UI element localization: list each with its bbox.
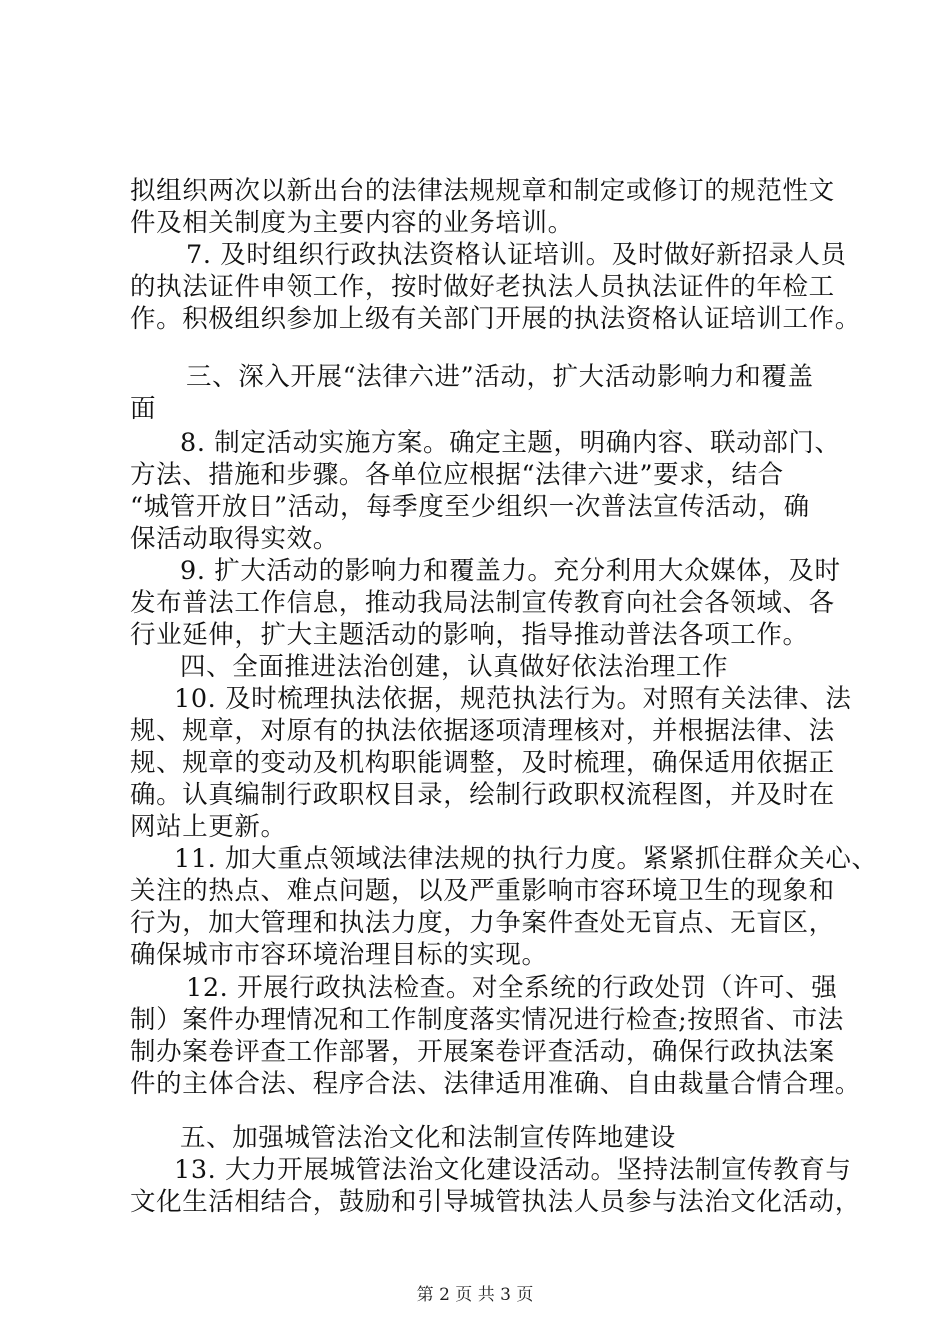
section-heading-5: 五、加强城管法治文化和法制宣传阵地建设 [180,1123,676,1153]
paragraph-line: 确。认真编制行政职权目录，绘制行政职权流程图，并及时在 [130,780,835,810]
list-item-7: 7. 及时组织行政执法资格认证培训。及时做好新招录人员 [186,240,847,270]
page-number-footer: 第 2 页 共 3 页 [416,1285,534,1305]
paragraph-line: 规、规章的变动及机构职能调整，及时梳理，确保适用依据正 [130,748,835,778]
section-heading-3: 三、深入开展“法律六进”活动，扩大活动影响力和覆盖 [186,362,814,392]
section-heading-4: 四、全面推进法治创建，认真做好依法治理工作 [180,652,729,682]
paragraph-line: 规、规章，对原有的执法依据逐项清理核对，并根据法律、法 [130,716,835,746]
paragraph-line: 保活动取得实效。 [130,524,339,554]
list-item-12: 12. 开展行政执法检查。对全系统的行政处罚（许可、强 [186,973,838,1003]
paragraph-line: 文化生活相结合，鼓励和引导城管执法人员参与法治文化活动， [130,1187,861,1217]
paragraph-line: 作。积极组织参加上级有关部门开展的执法资格认证培训工作。 [130,304,861,334]
list-item-8: 8. 制定活动实施方案。确定主题，明确内容、联动部门、 [180,428,841,458]
paragraph-line: 网站上更新。 [130,812,287,842]
paragraph-line: 制）案件办理情况和工作制度落实情况进行检查;按照省、市法 [130,1005,844,1035]
paragraph-line: 的执法证件申领工作，按时做好老执法人员执法证件的年检工 [130,272,835,302]
paragraph-line: 行为，加大管理和执法力度，力争案件查处无盲点、无盲区， [130,908,835,938]
paragraph-line: 确保城市市容环境治理目标的实现。 [130,940,548,970]
list-item-11: 11. 加大重点领域法律法规的执行力度。紧紧抓住群众关心、 [174,844,878,874]
section-heading-3-cont: 面 [130,394,157,424]
paragraph-line: 拟组织两次以新出台的法律法规规章和制定或修订的规范性文 [130,176,835,206]
list-item-10: 10. 及时梳理执法依据，规范执法行为。对照有关法律、法 [174,684,852,714]
paragraph-line: “城管开放日”活动，每季度至少组织一次普法宣传活动，确 [130,492,810,522]
paragraph-line: 发布普法工作信息，推动我局法制宣传教育向社会各领域、各 [130,588,835,618]
paragraph-line: 方法、措施和步骤。各单位应根据“法律六进”要求，结合 [130,460,784,490]
paragraph-line: 件的主体合法、程序合法、法律适用准确、自由裁量合情合理。 [130,1069,861,1099]
paragraph-line: 关注的热点、难点问题，以及严重影响市容环境卫生的现象和 [130,876,835,906]
paragraph-line: 制办案卷评查工作部署，开展案卷评查活动，确保行政执法案 [130,1037,835,1067]
list-item-9: 9. 扩大活动的影响力和覆盖力。充分利用大众媒体，及时 [180,556,841,586]
paragraph-line: 件及相关制度为主要内容的业务培训。 [130,208,574,238]
paragraph-line: 行业延伸，扩大主题活动的影响，指导推动普法各项工作。 [130,620,809,650]
list-item-13: 13. 大力开展城管法治文化建设活动。坚持法制宣传教育与 [174,1155,852,1185]
